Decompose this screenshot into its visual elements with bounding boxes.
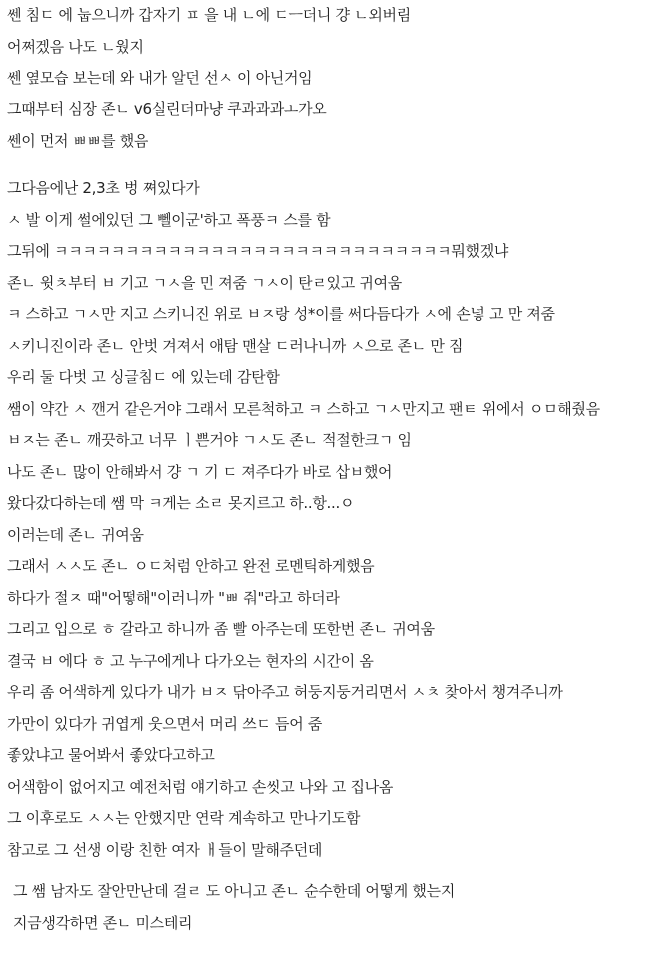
post-line: ㅅ 발 이게 썰에있던 그 뻴이군'하고 폭풍ㅋ 스를 함	[7, 211, 331, 229]
post-line: 어색함이 없어지고 예전처럼 얘기하고 손씻고 나와 고 집나옴	[7, 778, 394, 796]
post-line: 결국 ㅂ 에다 ㅎ 고 누구에게나 다가오는 현자의 시간이 옴	[7, 652, 374, 670]
post-line: 그 이후로도 ㅅㅅ는 안했지만 연락 계속하고 만나기도함	[7, 809, 361, 827]
post-line: 하다가 절ㅈ 때"어떻해"이러니까 "ㅃ 줘"라고 하더라	[7, 589, 340, 607]
post-line: 우리 둘 다벗 고 싱글침ㄷ 에 있는데 감탄함	[7, 368, 280, 386]
post-line: 나도 존ㄴ 많이 안해봐서 걍 ㄱ 기 ㄷ 져주다가 바로 삽ㅂ했어	[7, 463, 393, 481]
post-line: 어쩌겠음 나도 ㄴ웠지	[7, 38, 144, 56]
post-line: ㅋ 스하고 ㄱㅅ만 지고 스키니진 위로 ㅂㅈ랑 성*이를 써다듬다가 ㅅ에 손넣 고 만 져줌	[7, 305, 555, 323]
post-line: 그다음에난 2,3초 벙 쪄있다가	[7, 179, 200, 197]
post-line: 쎈이 먼저 ㅃㅃ를 했음	[7, 132, 149, 150]
post-line: 그때부터 심장 존ㄴ v6실린더마냥 쿠과과과ㅗ가오	[7, 100, 327, 118]
post-line: 지금생각하면 존ㄴ 미스테리	[13, 914, 193, 932]
post-line: 쎈 침ㄷ 에 눕으니까 갑자기 ㅍ 을 내 ㄴ에 ㄷㅡ더니 걍 ㄴ외버림	[7, 6, 411, 24]
post-line: 쎈 옆모습 보는데 와 내가 알던 선ㅅ 이 아닌거임	[7, 69, 313, 87]
post-line: 그 쌤 남자도 잘안만난데 걸ㄹ 도 아니고 존ㄴ 순수한데 어떻게 했는지	[13, 882, 456, 900]
post-line: 존ㄴ 윗ㅊ부터 ㅂ 기고 ㄱㅅ을 민 져줌 ㄱㅅ이 탄ㄹ있고 귀여움	[7, 274, 402, 292]
post-line: 그뒤에 ㅋㅋㅋㅋㅋㅋㅋㅋㅋㅋㅋㅋㅋㅋㅋㅋㅋㅋㅋㅋㅋㅋㅋㅋㅋㅋㅋㅋ뭐했겠냐	[7, 242, 509, 260]
post-line: 가만이 있다가 귀엽게 웃으면서 머리 쓰ㄷ 듬어 줌	[7, 715, 323, 733]
post-line: ㅅ키니진이라 존ㄴ 안벗 겨져서 애탐 맨살 ㄷ러나니까 ㅅ으로 존ㄴ 만 짐	[7, 337, 464, 355]
post-line: ㅂㅈ는 존ㄴ 깨끗하고 너무 ㅣ쁜거야 ㄱㅅ도 존ㄴ 적절한크ㄱ 임	[7, 431, 412, 449]
post-line: 그리고 입으로 ㅎ 갈라고 하니까 좀 빨 아주는데 또한번 존ㄴ 귀여움	[7, 620, 435, 638]
post-line: 좋았냐고 물어봐서 좋았다고하고	[7, 746, 215, 764]
post-line: 우리 좀 어색하게 있다가 내가 ㅂㅈ 닦아주고 허둥지둥거리면서 ㅅㅊ 찾아서 챙겨주니까	[7, 683, 563, 701]
post-line: 왔다갔다하는데 쌤 막 ㅋ게는 소ㄹ 못지르고 하..항...ㅇ	[7, 494, 355, 512]
post-line: 쌤이 약간 ㅅ 깬거 같은거야 그래서 모른척하고 ㅋ 스하고 ㄱㅅ만지고 팬ㅌ 위에서 ㅇㅁ해줬음	[7, 400, 600, 418]
post-line: 참고로 그 선생 이랑 친한 여자 ㅐ들이 말해주던데	[7, 841, 323, 859]
post-line: 이러는데 존ㄴ 귀여움	[7, 526, 144, 544]
post-line: 그래서 ㅅㅅ도 존ㄴ ㅇㄷ처럼 안하고 완전 로멘틱하게했음	[7, 557, 375, 575]
